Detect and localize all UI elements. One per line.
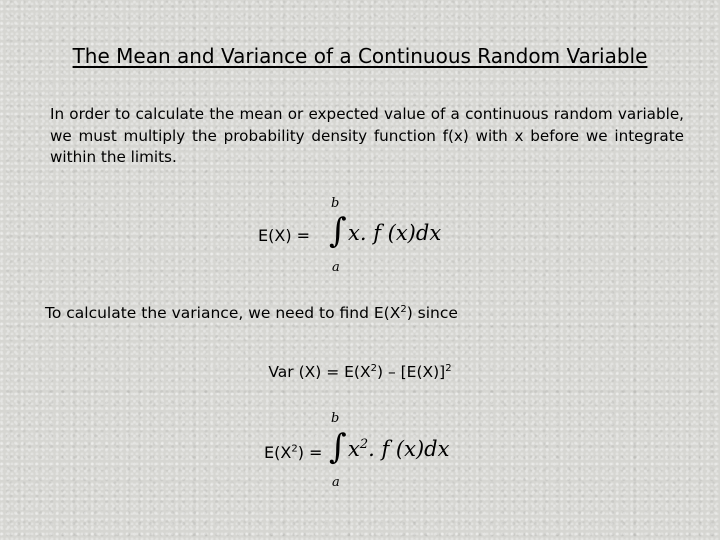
mean-upper-limit: b [331,196,340,211]
slide-title: The Mean and Variance of a Continuous Random Variable [72,44,648,68]
second-moment-lower-limit: a [332,475,340,490]
mean-formula-lhs: E(X) = [258,226,311,245]
second-moment-integral-sign: ∫ [329,427,347,467]
second-moment-lhs [264,443,322,462]
variance-formula-sup1: 2 [370,362,377,374]
mean-integrand: x. f (x)dx [348,221,442,245]
variance-intro-suffix: ) since [406,304,458,322]
second-moment-integrand-x: x [348,437,360,461]
second-moment-upper-limit: b [331,411,340,426]
second-moment-lhs-sup: 2 [291,443,298,455]
mean-integral-sign: ∫ [329,211,347,251]
second-moment-lhs-suffix: ) = [297,443,323,462]
variance-formula-part1: Var (X) = E(X [268,363,371,381]
variance-intro-prefix: To calculate the variance, we need to find E(X [45,304,401,322]
variance-formula [0,363,720,381]
second-moment-integrand [348,437,449,461]
second-moment-integrand-sup: 2 [359,437,369,452]
mean-lower-limit: a [332,260,340,275]
variance-formula-part2: ) – [E(X)] [376,363,446,381]
variance-formula-sup2: 2 [445,362,452,374]
variance-intro [45,304,458,322]
second-moment-lhs-prefix: E(X [264,443,292,462]
intro-paragraph: In order to calculate the mean or expected value of a continuous random variable, we must multiply the probability density function f(x) with x before we integrate within the limits. [50,105,684,166]
second-moment-integrand-rest: . f (x)dx [368,437,450,461]
variance-intro-superscript: 2 [400,303,407,315]
